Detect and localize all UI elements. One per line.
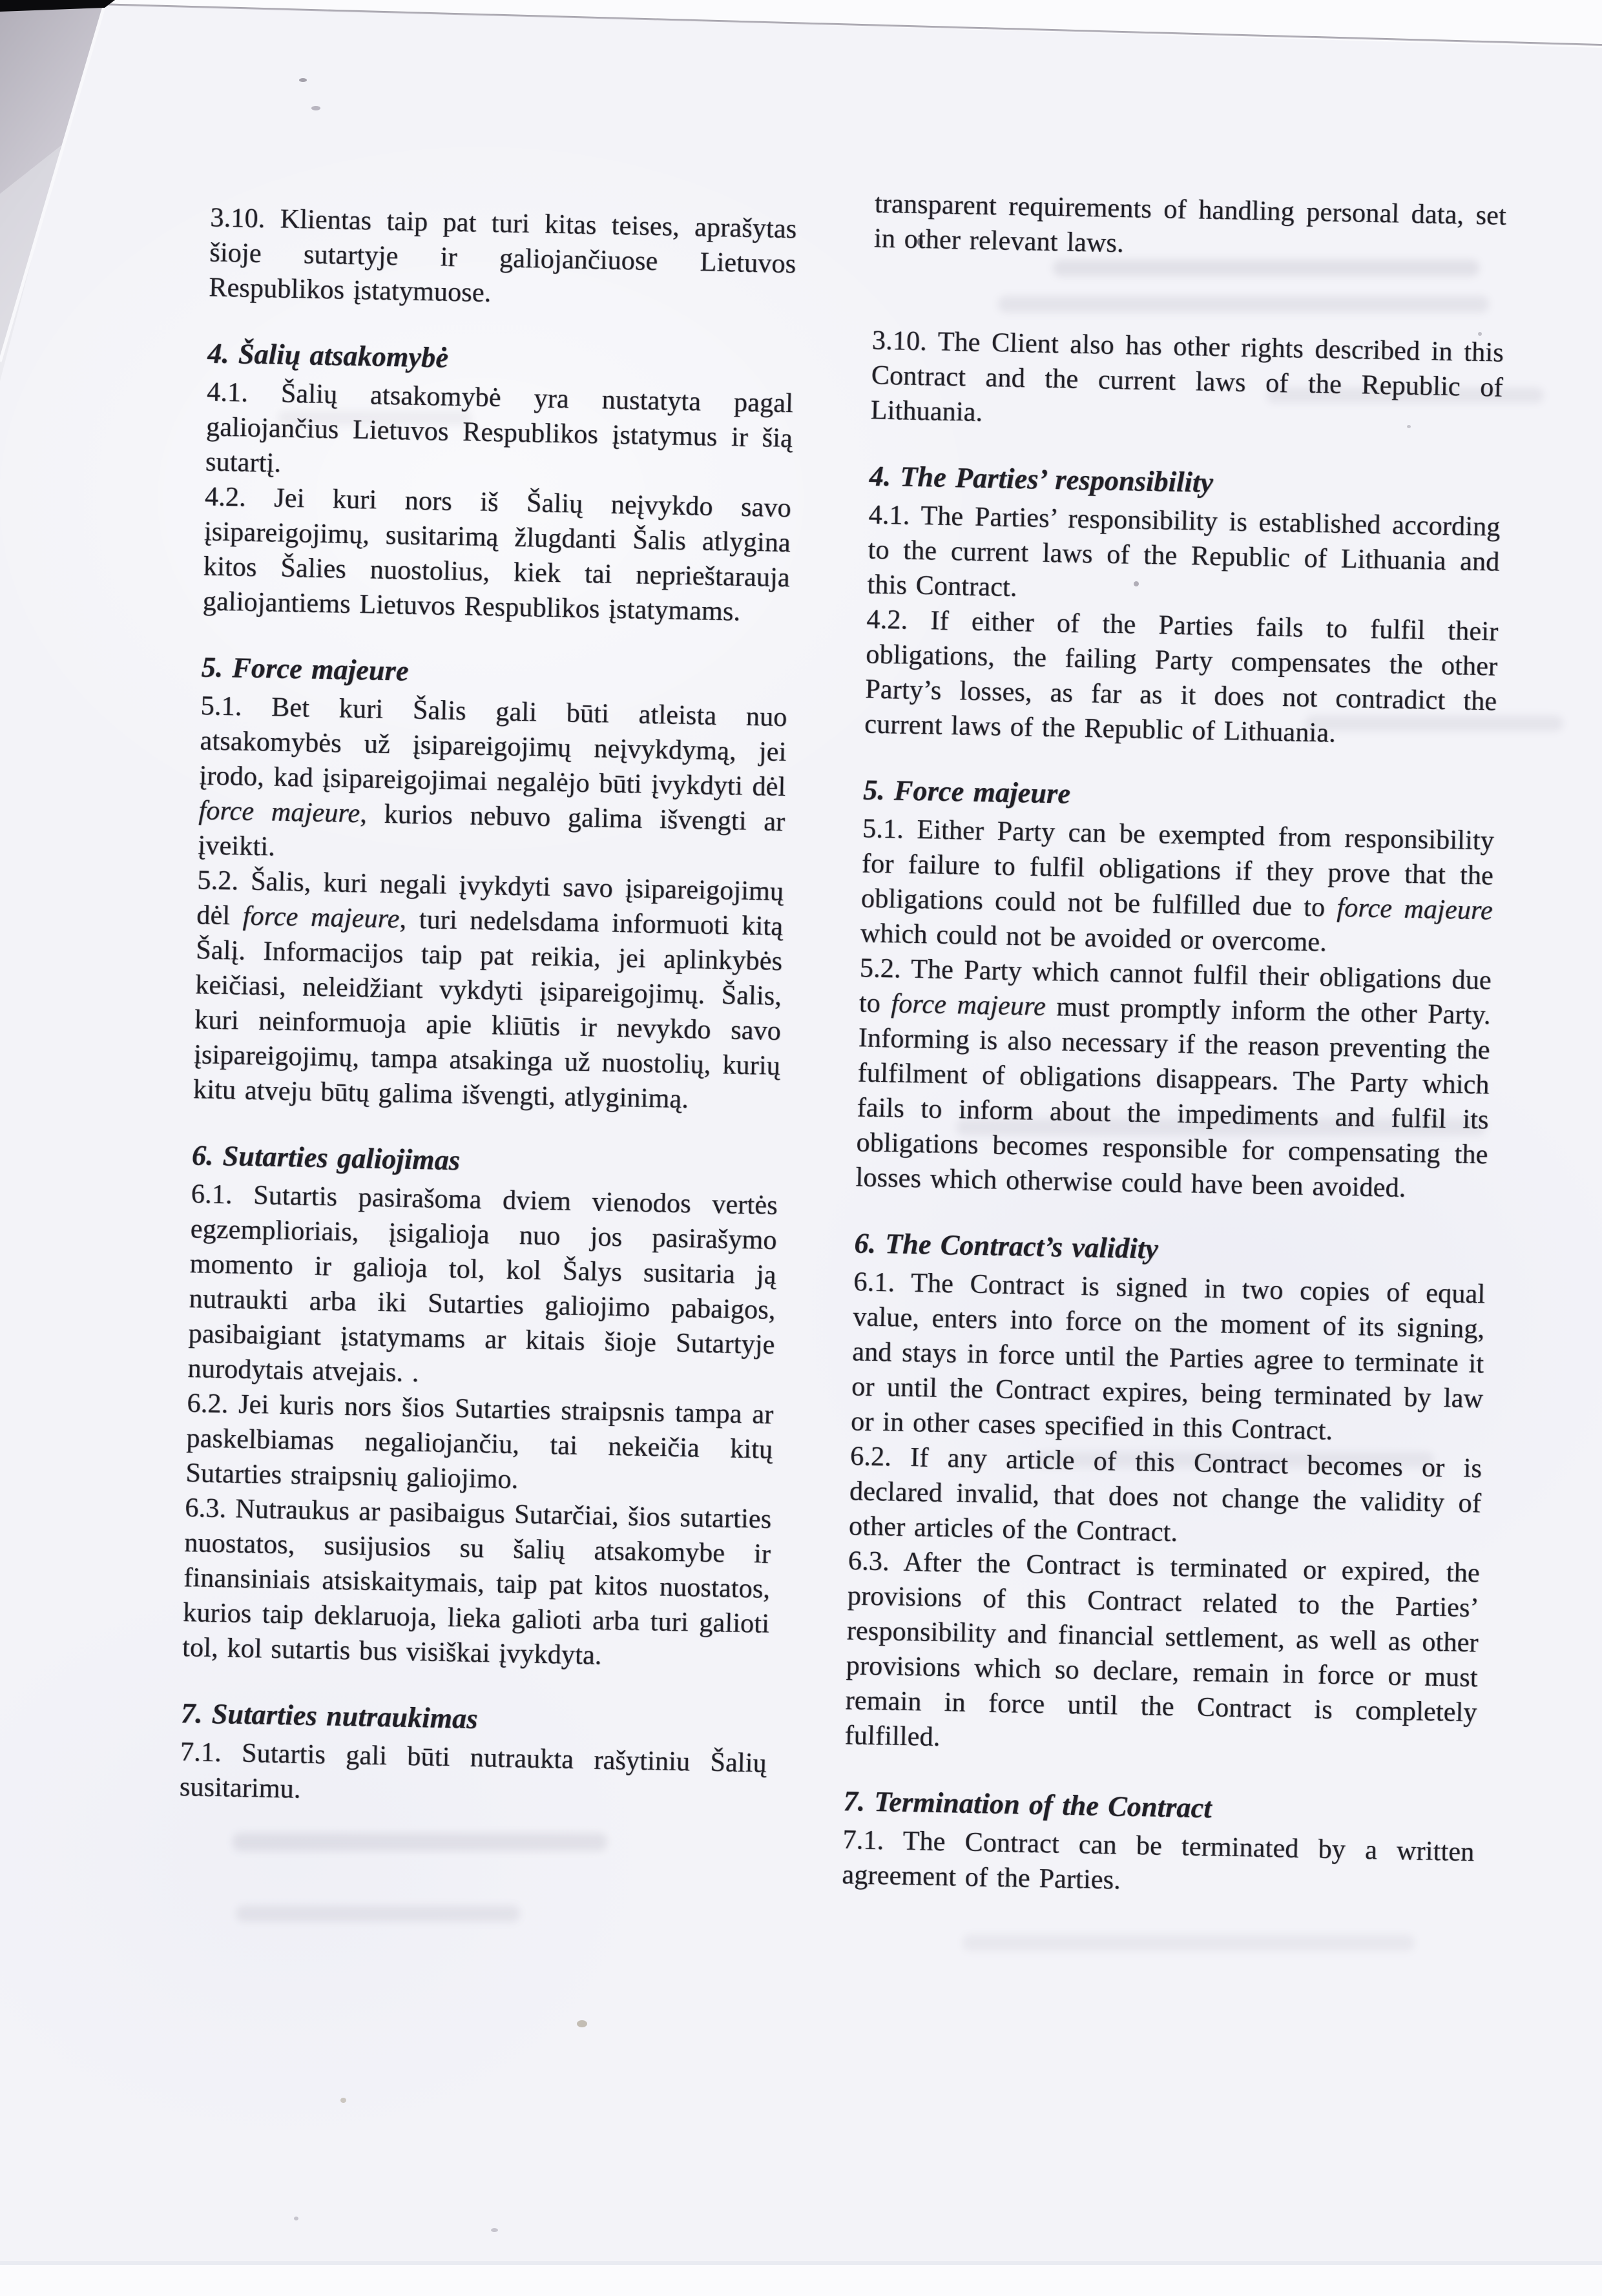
text-segment: 6.3. Nutraukus ar pasibaigus Sutarčiai, šios sutarties nuostatos, susijusios su šalių atsakomybe ir finansiniais atsiskaitymais, taip pat kitos nuostatos, kurios taip deklaruoja, lieka galioti arba turi galioti tol, kol sutartis bus visiškai įvykdyta. (182, 1493, 772, 1671)
text-segment: 6.1. Sutartis pasirašoma dviem vienodos vertės egzemplioriais, įsigalioja nuo jos pasirašymo momento ir galioja tol, kol Šalys susitaria ją nutraukti arba iki Sutarties galiojimo pabaigos, pasibaigiant įstatymams ar kitais šioje Sutartyje nurodytais atvejais. . (187, 1179, 778, 1389)
text-segment: 7.1. The Contract can be terminated by a written agreement of the Parties. (842, 1825, 1475, 1896)
text-segment: force majeure (890, 989, 1046, 1022)
text-segment: 5. Force majeure (862, 774, 1071, 810)
paragraph (844, 1544, 1480, 1765)
text-segment: which could not be avoided or overcome. (860, 918, 1327, 958)
text-segment: 6.3. After the Contract is terminated or expired, the provisions of this Contract related to the Parties’ responsibility and financial settlement, as well as other provisions which so declare, remain in force or must remain in force until the Contract is completely fulfilled. (844, 1546, 1481, 1752)
paragraph (864, 602, 1499, 754)
text-segment: 6.1. The Contract is signed in two copies of equal value, enters into force on the moment of its signing, and stays in force until the Parties agree to terminate it or until the Contract expires, being terminated by law or in other cases specified in this Contract. (850, 1267, 1486, 1446)
section-heading (181, 1696, 768, 1743)
text-segment: , turi nedelsdama informuoti kitą Šalį. Informacijos taip pat reikia, jei aplinkybės keičiasi, neleidžiant vykdyti įsipareigojimų. Šalis, kuri neinformuoja apie kliūtis ir nevykdo savo įsipareigojimų, tampa atsakinga už nuostolių, kurių kitu atveju būtų galima išvengti, atlyginimą. (192, 904, 784, 1115)
text-segment: 5.1. Bet kuri Šalis gali būti atleista nuo atsakomybės už įsipareigojimų neįvykdymą, jei įrodo, kad įsipareigojimai negalėjo būti įvykdyti dėl (199, 691, 787, 803)
text-segment: 7. Termination of the Contract (843, 1785, 1212, 1825)
text-segment: 3.10. Klientas taip pat turi kitas teises, aprašytas šioje sutartyje ir galiojančiuose Lietuvos Respublikos įstatymuose. (208, 203, 797, 308)
scan-bottom-edge (0, 2261, 1602, 2265)
text-segment: 4. Šalių atsakomybė (207, 337, 449, 374)
column-english (842, 187, 1506, 1905)
column-gap (872, 256, 1505, 336)
paragraph (209, 200, 797, 316)
column-lithuanian (179, 200, 796, 1815)
paragraph (851, 1265, 1486, 1451)
section-heading (201, 650, 788, 696)
text-segment: 5.1. Either Party can be exempted from responsibility for failure to fulfil obligations if they prove that the obligations could not be fulfilled due to (860, 814, 1495, 923)
text-segment: 3.10. The Client also has other rights described in this Contract and the current laws of the Republic of Lithuania. (870, 326, 1504, 428)
text-segment: 4. The Parties’ responsibility (869, 460, 1214, 499)
paragraph (874, 187, 1507, 269)
text-segment: force majeure (198, 796, 360, 829)
paragraph (193, 863, 784, 1119)
text-segment: 4.2. If either of the Parties fails to fulfil their obligations, the failing Party compensates the other Party’s losses, as far as it does not contradict the current laws of the Republic of Lithuania. (864, 605, 1499, 749)
paragraph (182, 1491, 772, 1677)
text-segment: 4.2. Jei kuri nors iš Šalių neįvykdo savo įsipareigojimų, susitarimą žlugdanti Šalis atlygina kitos Šalies nuostolius, kiek tai neprieštarauja galiojantiems Lietuvos Respublikos įstatymams. (202, 482, 792, 627)
text-segment: 5. Force majeure (201, 651, 410, 687)
paragraph (867, 497, 1501, 614)
text-segment: force majeure (242, 901, 400, 935)
paragraph (187, 1177, 778, 1398)
text-segment: 4.1. The Parties’ responsibility is established according to the current laws of the Republic of Lithuania and this Contract. (867, 500, 1501, 603)
text-segment: 6.2. If any article of this Contract becomes or is declared invalid, that does not change the validity of other articles of the Contract. (848, 1442, 1482, 1548)
text-segment: 7.1. Sutartis gali būti nutraukta rašytiniu Šalių susitarimu. (179, 1737, 767, 1805)
text-segment: 7. Sutarties nutraukimas (180, 1697, 479, 1735)
paragraph (855, 951, 1492, 1207)
paragraph (842, 1823, 1475, 1905)
paragraph (198, 688, 787, 874)
text-segment: 6.2. Jei kuris nors šios Sutarties straipsnis tampa ar paskelbiamas negaliojančiu, tai nekeičia kitų Sutarties straipsnių galiojimo. (185, 1389, 774, 1495)
section-heading (207, 336, 795, 382)
text-segment: 6. Sutarties galiojimas (191, 1139, 461, 1177)
text-segment: must promptly inform the other Party. Informing is also necessary if the reason preventing the fulfilment of obligations disappears. The Party which fails to inform about the impediments and fulfil its obligations becomes responsible for compensating the losses which otherwise could have been avoided. (855, 991, 1492, 1203)
text-segment: 5.2. The Party which cannot fulfil their obligations due to (858, 953, 1492, 1019)
text-segment: 4.1. Šalių atsakomybė yra nustatyta pagal galiojančius Lietuvos Respublikos įstatymus ir šią sutartį. (205, 377, 794, 479)
paragraph (870, 323, 1504, 440)
text-segment: transparent requirements of handling personal data, set in other relevant laws. (873, 189, 1507, 259)
text-segment: 6. The Contract’s validity (854, 1227, 1159, 1265)
paragraph (860, 811, 1494, 963)
paragraph (849, 1439, 1482, 1556)
paragraph (205, 375, 794, 491)
text-segment: , kurios nebuvo galima išvengti ar įveikti. (198, 799, 785, 862)
paragraph (185, 1386, 774, 1502)
paragraph (202, 479, 791, 630)
section-heading (192, 1138, 779, 1184)
text-segment: force majeure (1337, 893, 1493, 926)
text-segment: 5.2. Šalis, kuri negali įvykdyti savo įsipareigojimų dėl (196, 865, 784, 931)
paragraph (179, 1735, 767, 1816)
